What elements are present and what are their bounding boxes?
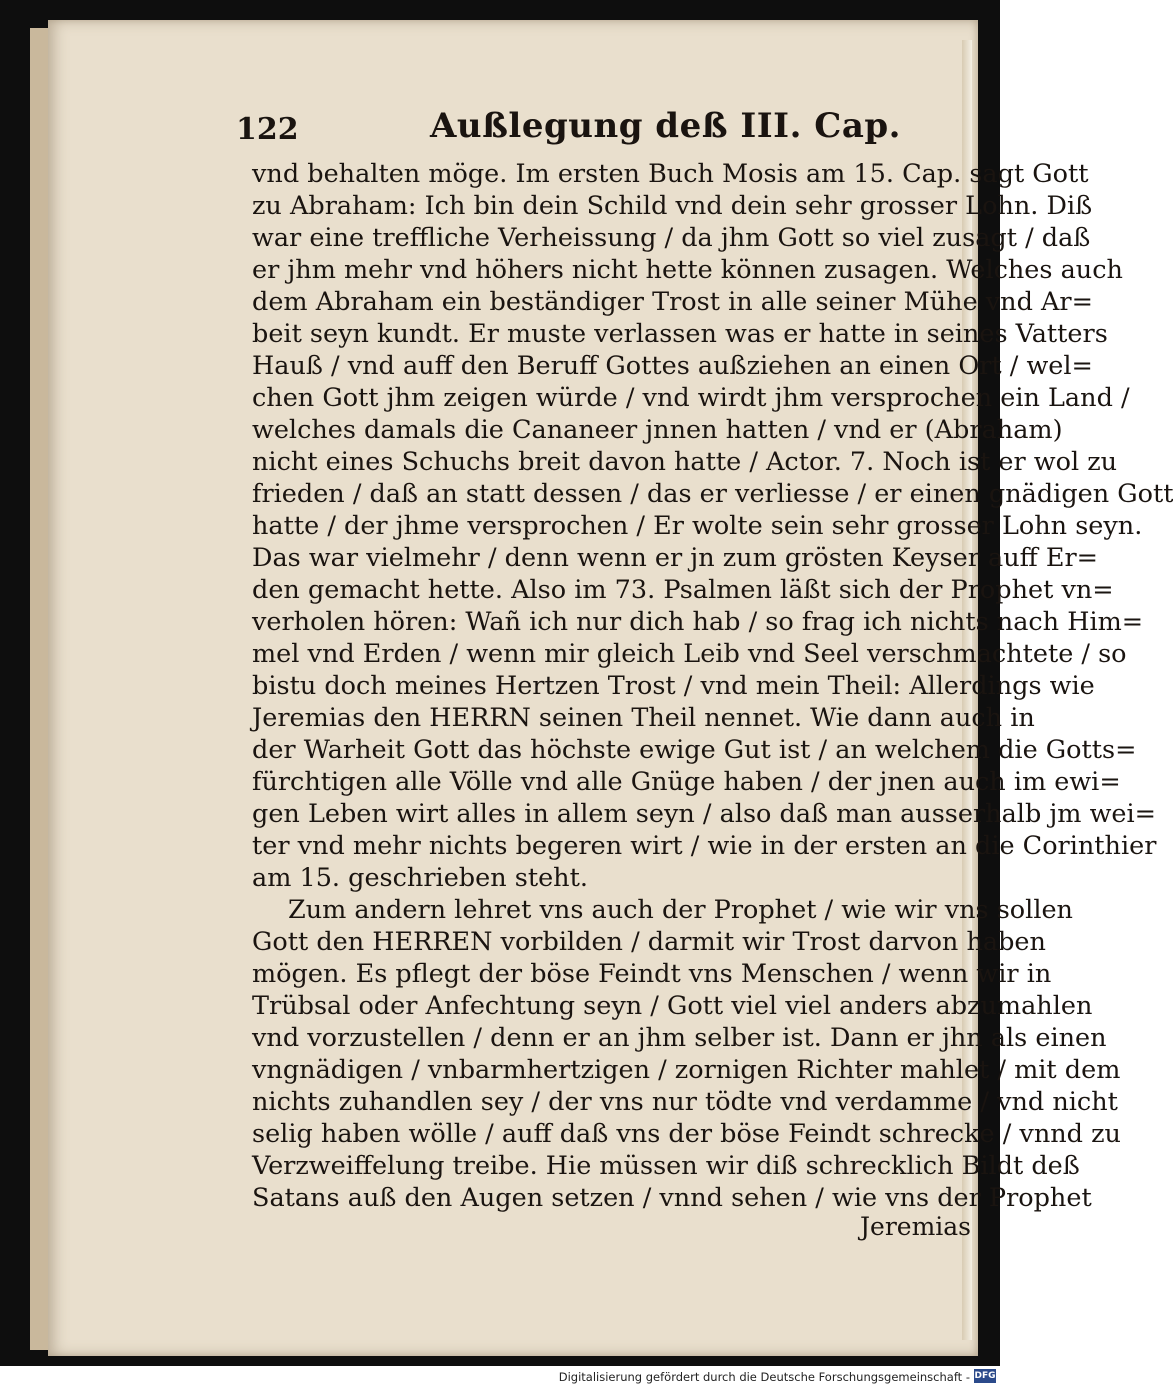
text-line: Gott den HERREN vorbilden / darmit wir Trost darvon haben bbox=[252, 927, 1046, 957]
text-line: vnd behalten möge. Im ersten Buch Mosis am 15. Cap. sagt Gott bbox=[252, 159, 1089, 189]
text-line: war eine treffliche Verheissung / da jhm Gott so viel zusagt / daß bbox=[252, 223, 1091, 253]
text-line: vnd vorzustellen / denn er an jhm selber ist. Dann er jhn als einen bbox=[252, 1023, 1107, 1053]
text-line: mögen. Es pflegt der böse Feindt vns Menschen / wenn wir in bbox=[252, 959, 1052, 989]
paragraph-start-line: Zum andern lehret vns auch der Prophet / wie wir vns sollen bbox=[288, 895, 1073, 925]
text-line: zu Abraham: Ich bin dein Schild vnd dein sehr grosser Lohn. Diß bbox=[252, 191, 1093, 221]
text-line: welches damals die Cananeer jnnen hatten / vnd er (Abraham) bbox=[252, 415, 1063, 445]
text-line: nichts zuhandlen sey / der vns nur tödte vnd verdamme / vnd nicht bbox=[252, 1087, 1118, 1117]
footer-credit: Digitalisierung gefördert durch die Deutsche Forschungsgemeinschaft - bbox=[558, 1370, 970, 1384]
catchword: Jeremias bbox=[860, 1212, 971, 1241]
text-line: beit seyn kundt. Er muste verlassen was er hatte in seines Vatters bbox=[252, 319, 1108, 349]
text-line: ter vnd mehr nichts begeren wirt / wie in der ersten an die Corinthier bbox=[252, 831, 1157, 861]
text-line: Das war vielmehr / denn wenn er jn zum grösten Keyser auff Er= bbox=[252, 543, 1099, 573]
text-line: nicht eines Schuchs breit davon hatte / Actor. 7. Noch ist er wol zu bbox=[252, 447, 1118, 477]
text-line: Satans auß den Augen setzen / vnnd sehen / wie vns der Prophet bbox=[252, 1183, 1092, 1213]
text-line: bistu doch meines Hertzen Trost / vnd mein Theil: Allerdings wie bbox=[252, 671, 1095, 701]
footer bbox=[0, 1366, 1000, 1389]
text-line: dem Abraham ein beständiger Trost in alle seiner Mühe vnd Ar= bbox=[252, 287, 1093, 317]
body-text bbox=[252, 158, 1173, 1214]
text-line: der Warheit Gott das höchste ewige Gut ist / an welchem die Gotts= bbox=[252, 735, 1137, 765]
text-line: gen Leben wirt alles in allem seyn / also daß man ausserhalb jm wei= bbox=[252, 799, 1157, 829]
text-line: selig haben wölle / auff daß vns der böse Feindt schrecke / vnnd zu bbox=[252, 1119, 1121, 1149]
page-number: 122 bbox=[236, 112, 299, 147]
text-line: Hauß / vnd auff den Beruff Gottes außziehen an einen Ort / wel= bbox=[252, 351, 1093, 381]
dfg-logo: DFG bbox=[974, 1371, 996, 1381]
text-line: fürchtigen alle Völle vnd alle Gnüge haben / der jnen auch im ewi= bbox=[252, 767, 1121, 797]
text-line: Jeremias den HERRN seinen Theil nennet. Wie dann auch in bbox=[252, 703, 1035, 733]
text-line: chen Gott jhm zeigen würde / vnd wirdt jhm versprochen ein Land / bbox=[252, 383, 1130, 413]
text-line: am 15. geschrieben steht. bbox=[252, 863, 588, 893]
text-line: vngnädigen / vnbarmhertzigen / zornigen Richter mahlet / mit dem bbox=[252, 1055, 1121, 1085]
text-line: den gemacht hette. Also im 73. Psalmen läßt sich der Prophet vn= bbox=[252, 575, 1114, 605]
text-line: er jhm mehr vnd höhers nicht hette können zusagen. Welches auch bbox=[252, 255, 1123, 285]
text-line: mel vnd Erden / wenn mir gleich Leib vnd Seel verschmachtete / so bbox=[252, 639, 1127, 669]
text-line: frieden / daß an statt dessen / das er verliesse / er einen gnädigen Gott bbox=[252, 479, 1173, 509]
text-line: verholen hören: Wañ ich nur dich hab / so frag ich nichts nach Him= bbox=[252, 607, 1144, 637]
text-line: Verzweiffelung treibe. Hie müssen wir diß schrecklich Bildt deß bbox=[252, 1151, 1080, 1181]
text-line: hatte / der jhme versprochen / Er wolte sein sehr grosser Lohn seyn. bbox=[252, 511, 1143, 541]
running-head: Außlegung deß III. Cap. bbox=[430, 106, 901, 146]
text-line: Trübsal oder Anfechtung seyn / Gott viel viel anders abzumahlen bbox=[252, 991, 1093, 1021]
